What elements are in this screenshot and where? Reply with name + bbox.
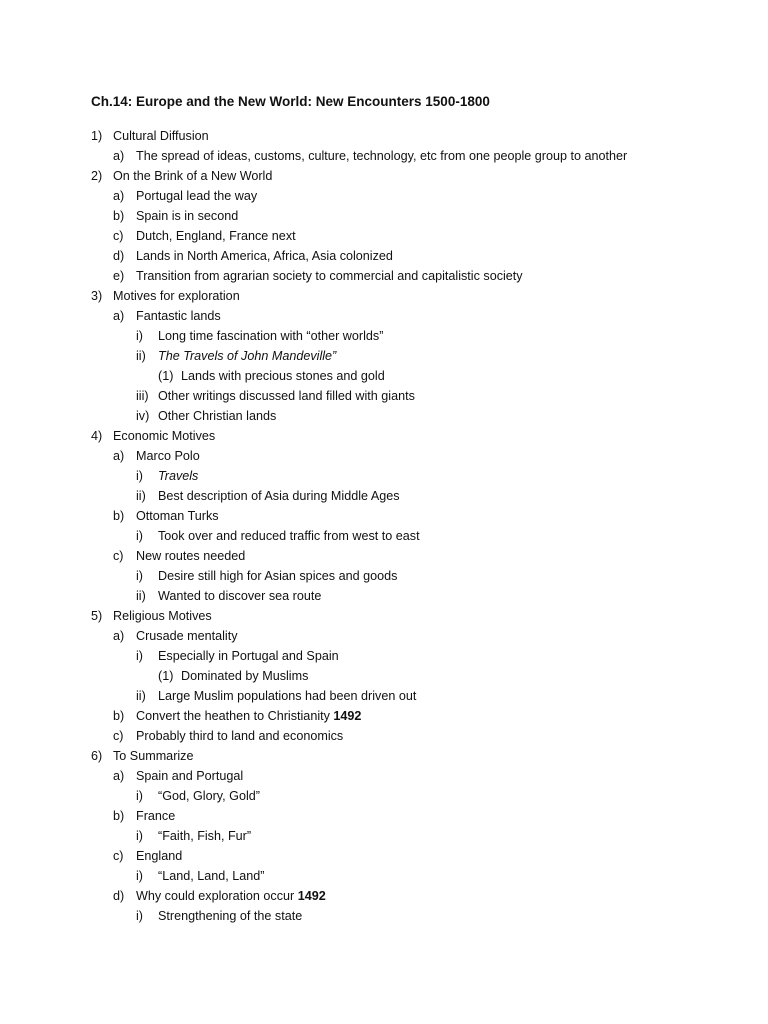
outline-marker: (1)	[158, 669, 174, 683]
outline-text	[136, 266, 523, 286]
text-run: Desire still high for Asian spices and goods	[158, 569, 398, 583]
outline-marker: i)	[136, 469, 143, 483]
outline-text	[136, 206, 238, 226]
outline-marker: a)	[113, 189, 125, 203]
outline-text	[181, 366, 385, 386]
outline-item-level-2	[0, 346, 768, 366]
outline-text	[136, 306, 221, 326]
outline-marker: 3)	[91, 289, 103, 303]
outline-marker: ii)	[136, 489, 146, 503]
outline-marker: i)	[136, 869, 143, 883]
outline-text	[158, 406, 276, 426]
outline-marker: a)	[113, 629, 125, 643]
text-run: Spain and Portugal	[136, 769, 244, 783]
text-run: Dominated by Muslims	[181, 669, 309, 683]
outline-marker: b)	[113, 209, 125, 223]
outline-text	[136, 766, 243, 786]
outline-marker: b)	[113, 509, 125, 523]
text-run: Marco Polo	[136, 449, 200, 463]
outline-item-level-1	[0, 886, 768, 906]
outline-marker: b)	[113, 809, 125, 823]
outline-item-level-3	[0, 666, 768, 686]
outline-marker: iii)	[136, 389, 149, 403]
outline-item-level-1	[0, 186, 768, 206]
outline-text	[136, 226, 296, 246]
outline-item-level-1	[0, 706, 768, 726]
text-run: Dutch, England, France next	[136, 229, 296, 243]
text-run: Ottoman Turks	[136, 509, 219, 523]
outline-item-level-2	[0, 386, 768, 406]
text-run: Strengthening of the state	[158, 909, 303, 923]
text-run: Convert the heathen to Christianity	[136, 709, 334, 723]
outline-marker: d)	[113, 249, 125, 263]
outline-item-level-0	[0, 166, 768, 186]
text-run: Portugal lead the way	[136, 189, 258, 203]
text-run: Why could exploration occur	[136, 889, 298, 903]
outline-item-level-0	[0, 746, 768, 766]
outline-text	[113, 126, 209, 146]
outline-text	[158, 466, 198, 486]
outline-text	[158, 786, 260, 806]
outline-item-level-1	[0, 626, 768, 646]
outline-item-level-1	[0, 266, 768, 286]
text-run: Motives for exploration	[113, 289, 240, 303]
outline-item-level-2	[0, 326, 768, 346]
outline-item-level-2	[0, 466, 768, 486]
text-run: Transition from agrarian society to commercial and capitalistic society	[136, 269, 523, 283]
outline-marker: 2)	[91, 169, 103, 183]
outline-text	[136, 546, 245, 566]
outline-item-level-1	[0, 506, 768, 526]
outline-item-level-2	[0, 786, 768, 806]
outline-text	[113, 166, 272, 186]
outline-marker: d)	[113, 889, 125, 903]
text-run: On the Brink of a New World	[113, 169, 273, 183]
text-run: Lands in North America, Africa, Asia colonized	[136, 249, 393, 263]
outline-marker: i)	[136, 829, 143, 843]
outline-item-level-2	[0, 686, 768, 706]
outline-text	[136, 246, 393, 266]
outline-item-level-1	[0, 806, 768, 826]
outline-item-level-1	[0, 146, 768, 166]
outline-item-level-2	[0, 866, 768, 886]
text-run: France	[136, 809, 176, 823]
emphasis-year: 1492	[297, 889, 326, 903]
text-run: Cultural Diffusion	[113, 129, 209, 143]
outline-text	[158, 826, 251, 846]
outline-marker: i)	[136, 649, 143, 663]
text-run: “Faith, Fish, Fur”	[158, 829, 252, 843]
outline-item-level-2	[0, 566, 768, 586]
outline-text	[158, 326, 383, 346]
text-run: Fantastic lands	[136, 309, 221, 323]
text-run: To Summarize	[113, 749, 194, 763]
outline-item-level-1	[0, 546, 768, 566]
italic-title: Travels	[158, 469, 199, 483]
outline-item-level-1	[0, 846, 768, 866]
outline-marker: 1)	[91, 129, 103, 143]
outline-marker: i)	[136, 789, 143, 803]
text-run: Spain is in second	[136, 209, 239, 223]
outline-item-level-0	[0, 606, 768, 626]
outline-text	[136, 506, 219, 526]
outline-text	[136, 626, 238, 646]
outline-marker: i)	[136, 909, 143, 923]
outline-text	[136, 846, 182, 866]
text-run: Lands with precious stones and gold	[181, 369, 385, 383]
outline-marker: b)	[113, 709, 125, 723]
text-run: The spread of ideas, customs, culture, technology, etc from one people group to another	[136, 149, 628, 163]
outline-text	[158, 386, 415, 406]
outline-item-level-2	[0, 906, 768, 926]
text-run: Especially in Portugal and Spain	[158, 649, 339, 663]
outline-text	[158, 686, 416, 706]
outline-text	[158, 906, 302, 926]
outline-item-level-0	[0, 126, 768, 146]
outline-text	[136, 886, 326, 906]
outline-marker: i)	[136, 529, 143, 543]
outline-text	[136, 726, 343, 746]
outline-item-level-1	[0, 306, 768, 326]
outline-marker: 6)	[91, 749, 103, 763]
text-run: England	[136, 849, 183, 863]
outline-text	[158, 586, 321, 606]
outline-item-level-1	[0, 226, 768, 246]
outline-marker: (1)	[158, 369, 174, 383]
outline-marker: ii)	[136, 349, 146, 363]
outline-text	[158, 346, 336, 366]
outline-text	[136, 146, 627, 166]
outline-item-level-0	[0, 286, 768, 306]
text-run: Large Muslim populations had been driven out	[158, 689, 417, 703]
outline-item-level-2	[0, 586, 768, 606]
outline-text	[136, 706, 361, 726]
outline-item-level-1	[0, 766, 768, 786]
text-run: Religious Motives	[113, 609, 212, 623]
outline-marker: i)	[136, 329, 143, 343]
text-run: Long time fascination with “other worlds”	[158, 329, 384, 343]
outline-item-level-1	[0, 246, 768, 266]
outline-item-level-2	[0, 486, 768, 506]
outline-marker: c)	[113, 849, 124, 863]
text-run: Other writings discussed land filled with giants	[158, 389, 415, 403]
outline-marker: c)	[113, 729, 124, 743]
outline-item-level-2	[0, 646, 768, 666]
text-run: “God, Glory, Gold”	[158, 789, 260, 803]
outline-marker: iv)	[136, 409, 150, 423]
document-title: Ch.14: Europe and the New World: New Encounters 1500-1800	[91, 94, 490, 109]
outline-text	[136, 186, 257, 206]
outline-text	[136, 446, 200, 466]
outline-item-level-1	[0, 206, 768, 226]
outline-marker: c)	[113, 549, 124, 563]
outline-text	[158, 866, 264, 886]
outline-text	[158, 526, 420, 546]
outline-marker: a)	[113, 769, 125, 783]
text-run: Economic Motives	[113, 429, 216, 443]
text-run: Probably third to land and economics	[136, 729, 344, 743]
outline-item-level-2	[0, 406, 768, 426]
text-run: Best description of Asia during Middle Ages	[158, 489, 400, 503]
outline-marker: 4)	[91, 429, 103, 443]
outline-marker: a)	[113, 449, 125, 463]
outline-item-level-1	[0, 446, 768, 466]
outline-text	[158, 486, 400, 506]
outline-list	[0, 126, 768, 926]
text-run: “Land, Land, Land”	[158, 869, 265, 883]
outline-text	[181, 666, 308, 686]
text-run: Other Christian lands	[158, 409, 277, 423]
outline-marker: c)	[113, 229, 124, 243]
outline-text	[113, 746, 193, 766]
outline-marker: ii)	[136, 589, 146, 603]
emphasis-year: 1492	[333, 709, 362, 723]
outline-marker: 5)	[91, 609, 103, 623]
outline-item-level-2	[0, 826, 768, 846]
outline-text	[136, 806, 175, 826]
outline-text	[113, 426, 215, 446]
outline-item-level-1	[0, 726, 768, 746]
outline-marker: e)	[113, 269, 125, 283]
outline-text	[158, 646, 339, 666]
text-run: Crusade mentality	[136, 629, 238, 643]
text-run: Wanted to discover sea route	[158, 589, 322, 603]
outline-marker: a)	[113, 309, 125, 323]
text-run: New routes needed	[136, 549, 246, 563]
outline-marker: ii)	[136, 689, 146, 703]
outline-item-level-2	[0, 526, 768, 546]
outline-text	[113, 286, 240, 306]
outline-marker: a)	[113, 149, 125, 163]
outline-text	[113, 606, 212, 626]
outline-text	[158, 566, 397, 586]
text-run: Took over and reduced traffic from west to east	[158, 529, 420, 543]
outline-marker: i)	[136, 569, 143, 583]
outline-item-level-0	[0, 426, 768, 446]
outline-item-level-3	[0, 366, 768, 386]
italic-title: The Travels of John Mandeville”	[158, 349, 337, 363]
